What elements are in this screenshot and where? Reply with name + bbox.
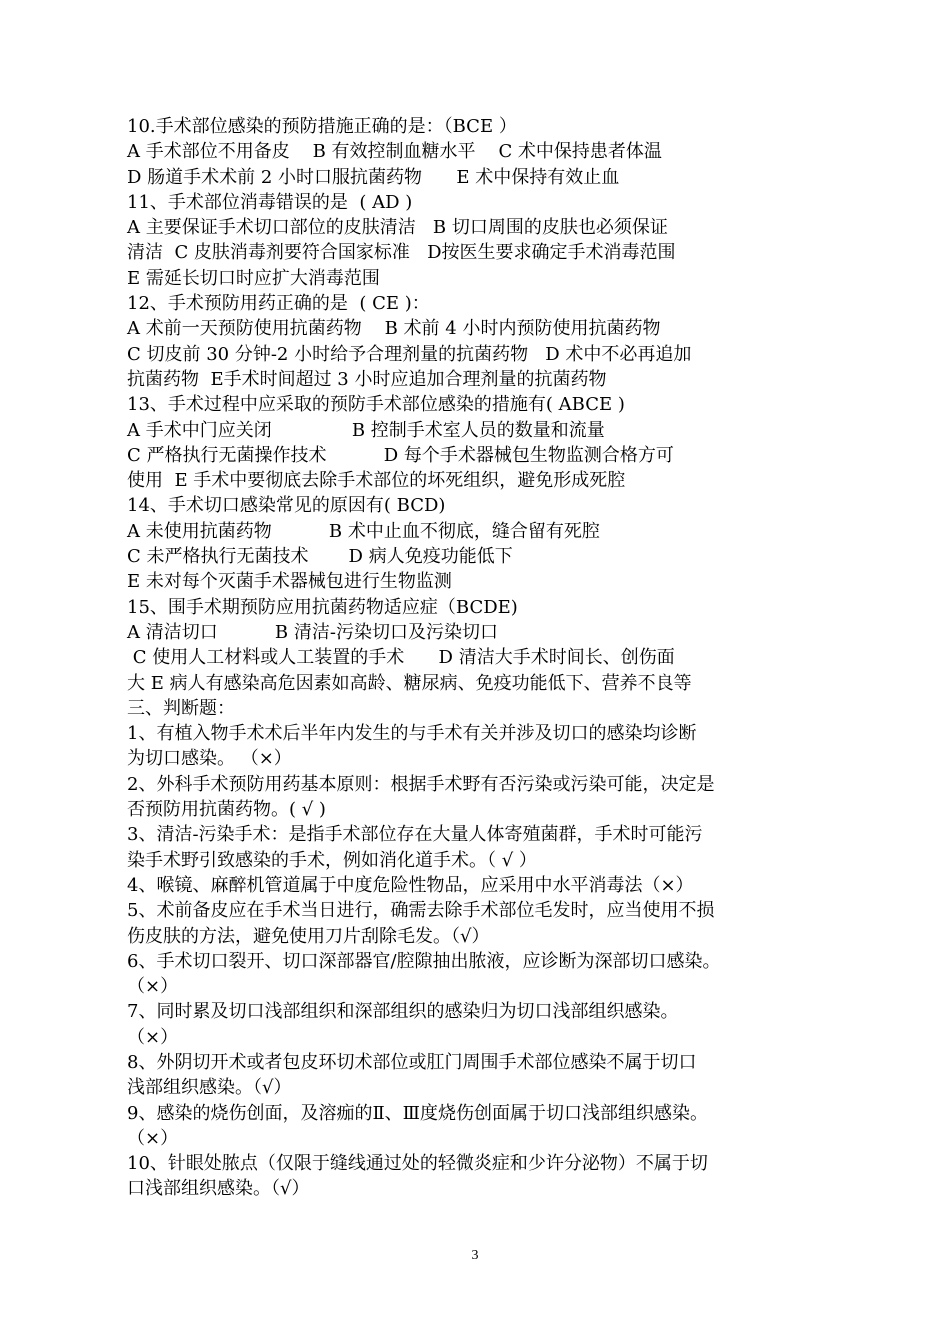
text-line: 为切口感染。 （×）	[127, 748, 292, 770]
text-line: 否预防用抗菌药物。( √ )	[127, 799, 326, 821]
text-line: 清洁 C 皮肤消毒剂要符合国家标准 D按医生要求确定手术消毒范围	[127, 242, 676, 264]
text-line: A 主要保证手术切口部位的皮肤清洁 B 切口周围的皮肤也必须保证	[127, 217, 668, 239]
text-line: C 切皮前 30 分钟-2 小时给予合理剂量的抗菌药物 D 术中不必再追加	[127, 343, 692, 365]
text-line: 抗菌药物 E手术时间超过 3 小时应追加合理剂量的抗菌药物	[127, 368, 607, 390]
text-line: 13、手术过程中应采取的预防手术部位感染的措施有( ABCE )	[127, 394, 625, 416]
text-line: （×）	[127, 1127, 179, 1149]
text-line: （×）	[127, 1026, 179, 1048]
text-line: A 手术中门应关闭 B 控制手术室人员的数量和流量	[127, 419, 605, 441]
text-line: 口浅部组织感染。（√）	[127, 1178, 310, 1200]
text-line: 1、有植入物手术术后半年内发生的与手术有关并涉及切口的感染均诊断	[127, 723, 697, 745]
text-line: A 术前一天预防使用抗菌药物 B 术前 4 小时内预防使用抗菌药物	[127, 318, 661, 340]
text-line: 8、外阴切开术或者包皮环切术部位或肛门周围手术部位感染不属于切口	[127, 1051, 697, 1073]
page-number: 3	[471, 1248, 479, 1263]
text-line: 12、手术预防用药正确的是 ( CE )：	[127, 293, 430, 315]
text-line: A 手术部位不用备皮 B 有效控制血糖水平 C 术中保持患者体温	[127, 141, 662, 163]
text-line: 9、感染的烧伤创面，及溶痂的Ⅱ、Ⅲ度烧伤创面属于切口浅部组织感染。	[127, 1102, 709, 1124]
text-line: 15、围手术期预防应用抗菌药物适应症（BCDE)	[127, 596, 518, 618]
text-line: 浅部组织感染。（√）	[127, 1077, 292, 1099]
text-line: 11、手术部位消毒错误的是 ( AD )	[127, 191, 413, 213]
text-line: （×）	[127, 976, 179, 998]
text-line: E 需延长切口时应扩大消毒范围	[127, 267, 380, 289]
text-line: 14、手术切口感染常见的原因有( BCD)	[127, 495, 446, 517]
text-line: 3、清洁-污染手术：是指手术部位存在大量人体寄殖菌群，手术时可能污	[127, 824, 703, 846]
text-line: C 使用人工材料或人工装置的手术 D 清洁大手术时间长、创伤面	[127, 647, 675, 669]
text-line: C 严格执行无菌操作技术 D 每个手术器械包生物监测合格方可	[127, 444, 674, 466]
text-line: 10.手术部位感染的预防措施正确的是：（BCE ）	[127, 116, 517, 137]
text-line: A 清洁切口 B 清洁-污染切口及污染切口	[127, 621, 498, 643]
text-line: 使用 E 手术中要彻底去除手术部位的坏死组织，避免形成死腔	[127, 470, 626, 492]
text-line: E 未对每个灭菌手术器械包进行生物监测	[127, 571, 452, 593]
text-line: 大 E 病人有感染高危因素如高龄、糖尿病、免疫功能低下、营养不良等	[127, 672, 692, 694]
text-line: 三、判断题：	[127, 697, 235, 719]
text-line: 伤皮肤的方法，避免使用刀片刮除毛发。（√）	[127, 925, 490, 947]
text-line: 5、术前备皮应在手术当日进行，确需去除手术部位毛发时，应当使用不损	[127, 900, 715, 922]
text-line: A 未使用抗菌药物 B 术中止血不彻底，缝合留有死腔	[127, 520, 600, 542]
text-line: 6、手术切口裂开、切口深部器官/腔隙抽出脓液，应诊断为深部切口感染。	[127, 950, 721, 972]
text-line: 2、外科手术预防用药基本原则：根据手术野有否污染或污染可能，决定是	[127, 773, 715, 795]
text-line: D 肠道手术术前 2 小时口服抗菌药物 E 术中保持有效止血	[127, 166, 620, 188]
text-line: 10、针眼处脓点（仅限于缝线通过处的轻微炎症和少许分泌物）不属于切	[127, 1153, 708, 1175]
text-line: 4、喉镜、麻醉机管道属于中度危险性物品，应采用中水平消毒法（×）	[127, 874, 694, 896]
text-line: C 未严格执行无菌技术 D 病人免疫功能低下	[127, 546, 513, 568]
text-line: 7、同时累及切口浅部组织和深部组织的感染归为切口浅部组织感染。	[127, 1001, 679, 1023]
document-body	[127, 114, 833, 1202]
text-line: 染手术野引致感染的手术，例如消化道手术。（ √ ）	[127, 849, 537, 871]
